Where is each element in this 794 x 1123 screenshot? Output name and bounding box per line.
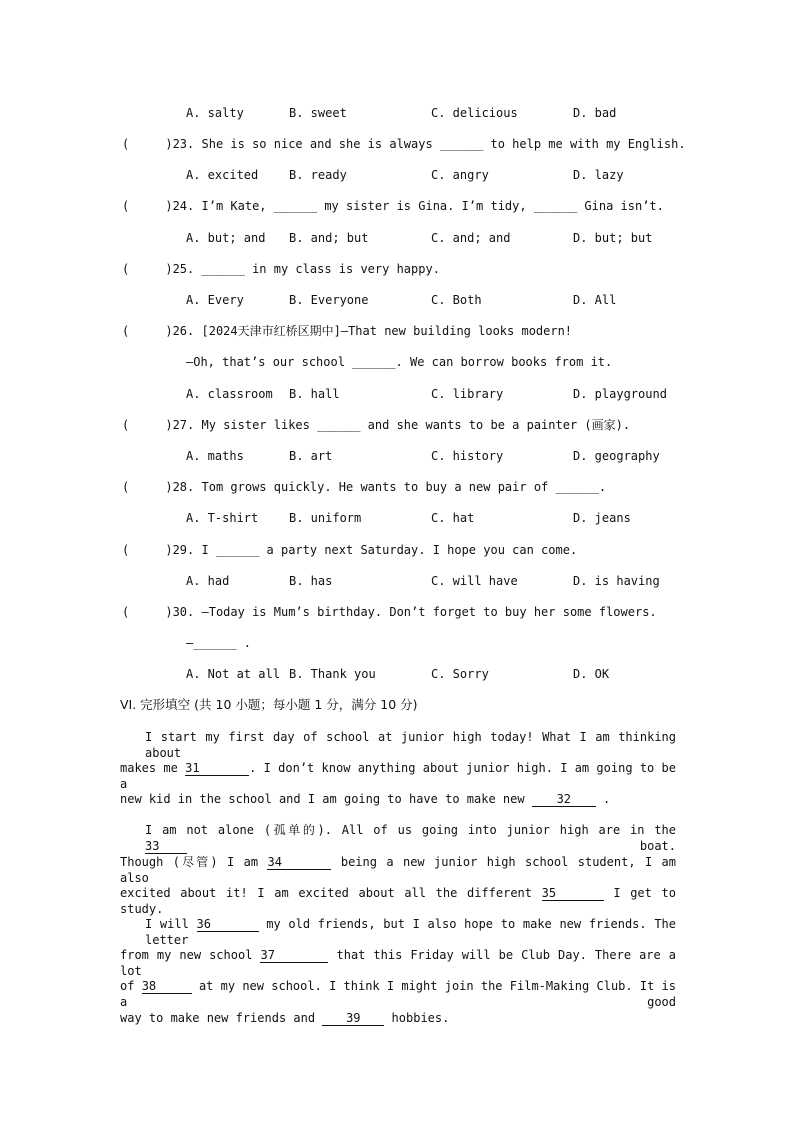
q27-option-b: B. art: [289, 449, 333, 463]
passage-text: . I don’t know anything about junior high. I am going to be a: [120, 761, 676, 791]
question-number: 28.: [172, 480, 195, 494]
q28-option-d: D. jeans: [573, 511, 631, 525]
answer-bracket: ( ): [122, 199, 173, 213]
question-stem: [2024天津市红桥区期中]—That new building looks modern!: [201, 324, 573, 338]
passage-line: [120, 791, 676, 807]
q26-option-b: B. hall: [289, 387, 340, 401]
passage-text: makes me: [120, 761, 178, 775]
q30-option-b: B. Thank you: [289, 667, 376, 681]
q27-option-a: A. maths: [186, 449, 244, 463]
question-number: 25.: [172, 262, 195, 276]
q24-option-d: D. but; but: [573, 231, 653, 245]
question-29: [122, 542, 577, 558]
passage-text: boat.: [639, 839, 676, 853]
passage-text: being a new junior high school student, I am also: [120, 855, 676, 885]
question-27: [122, 417, 630, 433]
cloze-blank-36[interactable]: 36: [197, 917, 259, 932]
q30-option-a: A. Not at all: [186, 667, 280, 681]
passage-line: [120, 1010, 676, 1026]
q26-option-a: A. classroom: [186, 387, 273, 401]
q27-option-c: C. history: [431, 449, 504, 463]
question-stem: ______ in my class is very happy.: [201, 262, 440, 276]
question-25: [122, 261, 440, 277]
q24-option-b: B. and; but: [289, 231, 369, 245]
q24-option-a: A. but; and: [186, 231, 266, 245]
passage-text: my old friends, but I also hope to make new friends. The letter: [145, 917, 676, 947]
passage-text: that this Friday will be Club Day. There are a lot: [120, 948, 676, 978]
passage-text: at my new school. I think I might join the Film-Making Club. It is a good: [120, 979, 676, 1009]
cloze-blank-35[interactable]: 35: [542, 886, 604, 901]
q25-option-a: A. Every: [186, 293, 244, 307]
passage-text: hobbies.: [391, 1011, 450, 1025]
question-number: 24.: [172, 199, 195, 213]
answer-bracket: ( ): [122, 324, 173, 338]
q22-option-d: D. bad: [573, 106, 617, 120]
q26-option-c: C. library: [431, 387, 504, 401]
q29-option-b: B. has: [289, 574, 333, 588]
question-26-dialogue-reply: —Oh, that’s our school ______. We can borrow books from it.: [186, 355, 613, 369]
passage-line: [120, 885, 676, 917]
q30-option-d: D. OK: [573, 667, 610, 681]
cloze-blank-39[interactable]: 39: [322, 1011, 384, 1026]
passage-text: I get to study.: [120, 886, 676, 916]
passage-text: I am not alone (孤单的). All of us going into junior high are in the: [145, 823, 676, 837]
cloze-blank-33[interactable]: 33: [145, 839, 187, 854]
passage-text: way to make new friends and: [120, 1011, 316, 1025]
passage-line: [145, 916, 676, 948]
passage-line: [145, 729, 676, 761]
answer-bracket: ( ): [122, 418, 173, 432]
q23-option-c: C. angry: [431, 168, 489, 182]
q23-option-b: B. ready: [289, 168, 347, 182]
passage-text: new kid in the school and I am going to have to make new: [120, 792, 525, 806]
cloze-blank-31[interactable]: 31: [185, 761, 249, 776]
question-number: 27.: [172, 418, 195, 432]
q25-option-d: D. All: [573, 293, 617, 307]
passage-text: .: [603, 792, 611, 806]
question-26: [122, 323, 572, 339]
section-heading: VI. 完形填空 (共 10 小题；每小题 1 分，满分 10 分): [120, 697, 418, 712]
question-stem: She is so nice and she is always ______ to help me with my English.: [201, 137, 686, 151]
answer-bracket: ( ): [122, 543, 173, 557]
answer-bracket: ( ): [122, 605, 173, 619]
cloze-blank-34[interactable]: 34: [267, 855, 331, 870]
passage-line: [145, 822, 676, 854]
question-30: [122, 604, 657, 620]
q26-option-d: D. playground: [573, 387, 667, 401]
q25-option-b: B. Everyone: [289, 293, 369, 307]
cloze-blank-38[interactable]: 38: [142, 979, 192, 994]
question-stem: I’m Kate, ______ my sister is Gina. I’m tidy, ______ Gina isn’t.: [201, 199, 664, 213]
passage-line: [120, 947, 676, 979]
cloze-blank-37[interactable]: 37: [260, 948, 328, 963]
question-number: 30.: [172, 605, 195, 619]
passage-line: [120, 978, 676, 1010]
passage-line: [120, 760, 676, 792]
q28-option-a: A. T-shirt: [186, 511, 259, 525]
q22-option-b: B. sweet: [289, 106, 347, 120]
question-number: 23.: [172, 137, 195, 151]
passage-text: excited about it! I am excited about all the different: [120, 886, 533, 900]
q28-option-c: C. hat: [431, 511, 475, 525]
q24-option-c: C. and; and: [431, 231, 511, 245]
q30-option-c: C. Sorry: [431, 667, 489, 681]
question-30-dialogue-reply: —______ .: [186, 636, 252, 650]
question-stem: —Today is Mum’s birthday. Don’t forget to buy her some flowers.: [201, 605, 657, 619]
question-24: [122, 198, 664, 214]
q23-option-a: A. excited: [186, 168, 259, 182]
passage-text: I will: [145, 917, 189, 931]
answer-bracket: ( ): [122, 262, 173, 276]
question-28: [122, 479, 606, 495]
question-stem: I ______ a party next Saturday. I hope you can come.: [201, 543, 578, 557]
answer-bracket: ( ): [122, 137, 173, 151]
passage-text: Though (尽管) I am: [120, 855, 259, 869]
passage-text: from my new school: [120, 948, 253, 962]
cloze-blank-32[interactable]: 32: [532, 792, 596, 807]
answer-bracket: ( ): [122, 480, 173, 494]
question-stem: My sister likes ______ and she wants to be a painter (画家).: [201, 418, 631, 432]
question-stem: Tom grows quickly. He wants to buy a new pair of ______.: [201, 480, 607, 494]
q27-option-d: D. geography: [573, 449, 660, 463]
q28-option-b: B. uniform: [289, 511, 362, 525]
passage-text: of: [120, 979, 135, 993]
question-number: 29.: [172, 543, 195, 557]
q25-option-c: C. Both: [431, 293, 482, 307]
q23-option-d: D. lazy: [573, 168, 624, 182]
q29-option-c: C. will have: [431, 574, 518, 588]
q29-option-a: A. had: [186, 574, 230, 588]
q22-option-a: A. salty: [186, 106, 244, 120]
question-23: [122, 136, 686, 152]
question-number: 26.: [172, 324, 195, 338]
passage-line: [120, 854, 676, 886]
q29-option-d: D. is having: [573, 574, 660, 588]
passage-text: I start my first day of school at junior high today! What I am thinking about: [145, 730, 676, 760]
q22-option-c: C. delicious: [431, 106, 518, 120]
